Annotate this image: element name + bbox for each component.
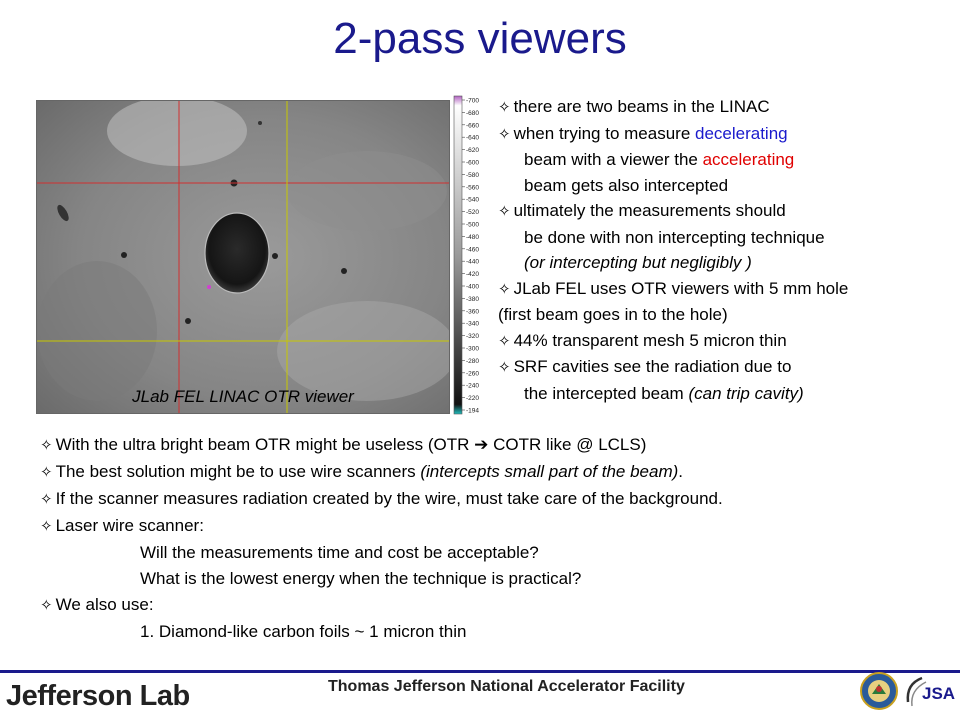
scale-tick-label: -220 <box>466 395 480 403</box>
scale-tick-label: -680 <box>466 109 480 117</box>
scale-tick-label: -420 <box>466 271 480 279</box>
otr-image-svg <box>37 101 449 413</box>
list-item-continued: (or intercepting but negligibly ) <box>524 253 752 272</box>
bullet-icon: ✧ <box>40 597 53 614</box>
bullet-icon: ✧ <box>498 125 511 143</box>
list-item-continued <box>498 147 950 173</box>
bullet-icon: ✧ <box>40 464 53 481</box>
list-item <box>498 94 950 121</box>
scale-ticks <box>462 98 479 415</box>
list-item <box>498 198 950 225</box>
scale-tick-label: -620 <box>466 147 480 155</box>
scale-tick-label: -560 <box>466 184 480 192</box>
viewer-caption: JLab FEL LINAC OTR viewer <box>132 387 354 406</box>
highlight-text: decelerating <box>695 123 788 143</box>
italic-text: (intercepts small part of the beam) <box>420 462 679 481</box>
bullet-icon: ✧ <box>498 99 511 116</box>
scale-tick-label: -380 <box>466 295 480 303</box>
slide-footer <box>0 660 960 720</box>
right-bullet-list <box>498 94 950 406</box>
arrow-right-icon: ➔ <box>474 435 489 454</box>
list-item-text: With the ultra bright beam OTR might be useless (OTR <box>55 435 475 454</box>
list-item-text: beam with a viewer the <box>524 150 703 169</box>
list-item-text: . <box>678 462 684 481</box>
scale-tick-label: -660 <box>466 122 480 130</box>
list-item-text: Laser wire scanner: <box>55 516 204 535</box>
list-item-continued: beam gets also intercepted <box>524 175 729 195</box>
sub-item: 1. Diamond-like carbon foils ~ 1 micron thin <box>140 622 467 641</box>
scale-tick-label: -194 <box>466 407 480 415</box>
intensity-scale-bar <box>452 94 496 416</box>
bullet-icon: ✧ <box>40 491 53 508</box>
scale-tick-label: -240 <box>466 382 480 390</box>
scale-tick-label: -320 <box>466 333 480 341</box>
scale-tick-label: -280 <box>466 357 480 365</box>
bullet-icon: ✧ <box>498 280 511 298</box>
list-item-text: 44% transparent mesh 5 micron thin <box>513 330 787 350</box>
list-item-continued: be done with non intercepting technique <box>524 227 825 247</box>
list-item <box>40 459 940 486</box>
list-item <box>498 328 950 355</box>
list-item-text: JLab FEL uses OTR viewers with 5 mm hole <box>513 278 849 298</box>
list-item <box>498 121 950 148</box>
list-item <box>40 486 940 513</box>
list-item-text: The best solution might be to use wire scanners <box>55 462 421 481</box>
facility-name: Thomas Jefferson National Accelerator Facility <box>328 678 685 695</box>
bullet-icon: ✧ <box>40 518 53 535</box>
scale-tick-label: -520 <box>466 209 480 217</box>
bullet-icon: ✧ <box>498 332 511 350</box>
list-item <box>40 592 940 619</box>
list-item-text: We also use: <box>55 595 154 614</box>
scale-tick-label: -480 <box>466 233 480 241</box>
jefferson-lab-logo: Jefferson Lab <box>6 680 190 712</box>
list-item-text: SRF cavities see the radiation due to <box>513 357 792 376</box>
list-item-text: there are two beams in the LINAC <box>513 97 770 116</box>
scale-tick-label: -460 <box>466 246 480 254</box>
scale-tick-label: -600 <box>466 159 480 167</box>
scale-tick-label: -440 <box>466 258 480 266</box>
jsa-logo-icon <box>904 672 956 710</box>
list-item-text: when trying to measure <box>513 123 695 143</box>
doe-seal-icon <box>860 672 898 710</box>
scale-tick-label: -400 <box>466 283 480 291</box>
jsa-logo-text: JSA <box>922 684 956 703</box>
list-item-text: ultimately the measurements should <box>513 201 786 220</box>
list-item <box>498 276 950 303</box>
list-item <box>40 432 940 459</box>
footer-divider <box>0 670 960 673</box>
scale-tick-label: -340 <box>466 320 480 328</box>
slide-title: 2-pass viewers <box>333 14 627 63</box>
bullet-icon: ✧ <box>498 203 511 220</box>
list-item <box>498 354 950 381</box>
list-item-text: the intercepted beam <box>524 383 689 403</box>
scale-tick-label: -500 <box>466 221 480 229</box>
otr-viewer-image <box>36 100 450 414</box>
bullet-icon: ✧ <box>498 359 511 376</box>
bullet-icon: ✧ <box>40 437 53 454</box>
scale-tick-label: -300 <box>466 345 480 353</box>
bottom-bullet-list <box>40 432 940 645</box>
scale-tick-label: -640 <box>466 134 480 142</box>
list-item <box>40 513 940 540</box>
list-item-continued <box>498 381 950 407</box>
highlight-text: accelerating <box>702 150 795 169</box>
scale-tick-label: -540 <box>466 196 480 204</box>
scale-tick-label: -700 <box>466 97 480 105</box>
list-item-text: If the scanner measures radiation created by the wire, must take care of the background. <box>55 489 723 508</box>
scale-tick-label: -360 <box>466 308 480 316</box>
scale-tick-label: -260 <box>466 370 480 378</box>
sub-item: What is the lowest energy when the technique is practical? <box>140 569 582 588</box>
italic-text: (can trip cavity) <box>688 383 804 403</box>
list-item-text: COTR like @ LCLS) <box>488 435 647 454</box>
list-item-continued: (first beam goes in to the hole) <box>498 305 728 324</box>
scale-tick-label: -580 <box>466 171 480 179</box>
sub-item: Will the measurements time and cost be acceptable? <box>140 543 539 562</box>
